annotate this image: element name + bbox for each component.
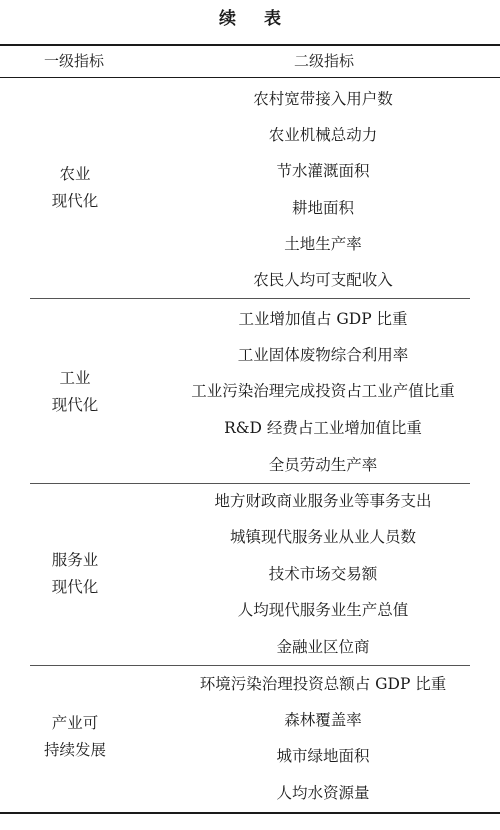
indicator: 耕地面积 [291,199,354,217]
indicator: 农民人均可支配收入 [253,271,393,289]
indicator: 地方财政商业服务业等事务支出 [214,492,432,510]
group-separator [30,483,470,484]
bottom-rule [0,812,500,814]
group-separator [30,665,470,666]
indicator: 城市绿地面积 [276,747,370,765]
group-label-agriculture: 农业 现代化 [51,165,99,210]
header-level1: 一级指标 [43,52,104,70]
group-label-sustainable: 产业可 持续发展 [43,714,106,759]
indicator: 城镇现代服务业从业人员数 [229,528,416,546]
indicator: 工业污染治理完成投资占工业产值比重 [191,382,455,400]
indicator: 农业机械总动力 [268,126,378,144]
indicator: R&D 经费占工业增加值比重 [224,419,422,437]
group-label-industry: 工业 现代化 [51,369,99,414]
indicator: 工业固体废物综合利用率 [237,346,409,364]
indicator: 金融业区位商 [276,638,370,656]
group-separator [30,298,470,299]
table-title: 续表 [219,9,309,29]
indicator: 技术市场交易额 [268,565,378,583]
indicator: 土地生产率 [284,235,362,253]
group-label-services: 服务业 现代化 [51,551,99,596]
indicator: 节水灌溉面积 [276,162,370,180]
indicator: 环境污染治理投资总额占 GDP 比重 [199,675,447,693]
indicator: 人均现代服务业生产总值 [237,601,409,619]
indicator: 全员劳动生产率 [268,456,378,474]
header-rule [0,77,500,78]
indicator: 农村宽带接入用户数 [253,90,393,108]
header-level2: 二级指标 [293,52,354,70]
indicator: 工业增加值占 GDP 比重 [238,310,408,328]
top-rule [0,44,500,46]
indicator: 人均水资源量 [276,784,370,802]
indicator: 森林覆盖率 [284,711,362,729]
